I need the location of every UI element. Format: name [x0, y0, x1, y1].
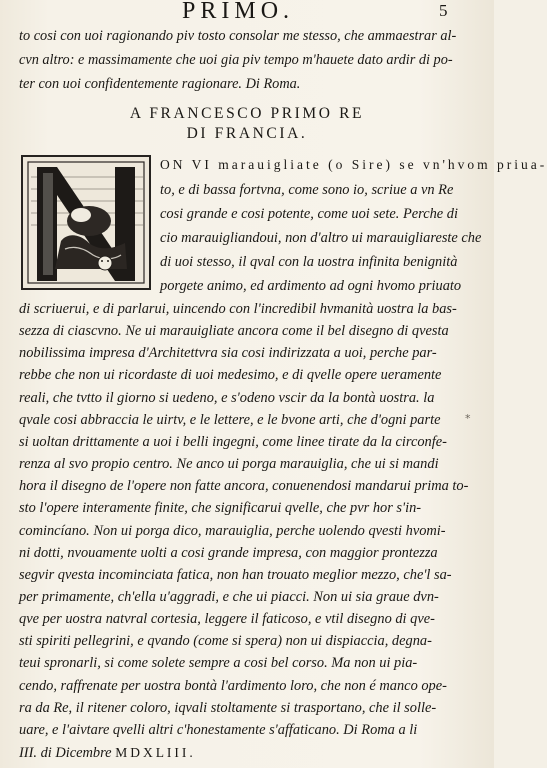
body-line-12: ni dotti, nvouamente uolti a cosi grande impresa, con maggior prontezza	[19, 544, 438, 561]
body-line-10: sto l'opere interamente finite, che significarui qvelle, che pvr hor s'in-	[19, 500, 422, 517]
letter-heading-line-2: DI FRANCIA.	[186, 125, 308, 142]
inset-line-1	[160, 156, 547, 174]
body-line-20: uare, e l'aivtare qvelli altri c'honestamente s'affaticano. Di Roma a li	[19, 721, 418, 738]
body-line-6: qvale cosi abbraccia le uirtv, e le lettere, e le bvone arti, che d'ogni parte	[19, 411, 441, 428]
letter-heading-line-1: A FRANCESCO PRIMO RE	[129, 105, 365, 122]
running-title: PRIMO.	[182, 0, 295, 24]
body-line-15: qve per uostra natvral cortesia, leggere il faticoso, e vtil disegno di qve-	[19, 611, 435, 628]
body-line-9: hora il disegno de l'opere non fatte ancora, conuenendosi mandarui prima to-	[19, 478, 469, 495]
body-line-4: rebbe che non ui ricordaste di uoi medesimo, e di qvelle opere ueramente	[19, 367, 442, 384]
inset-line-2: to, e di bassa fortvna, come sono io, scriue a vn Re	[160, 182, 454, 198]
page-number: 5	[439, 1, 448, 20]
body-line-5: reali, che tvtto il giorno si uedeno, e s'odeno vscir da la bontà uostra. la	[19, 389, 435, 406]
body-line-3: nobilissima impresa d'Architettvra sia cosi indirizzata a uoi, perche par-	[19, 345, 437, 362]
inset-line-3: cosi grande e cosi potente, come uoi sete. Perche di	[160, 206, 458, 222]
inset-line-6: porgete animo, ed ardimento ad ogni hvomo priuato	[160, 278, 462, 294]
closing-line	[19, 744, 196, 762]
closing-year: MDXLIII.	[115, 745, 196, 760]
page-edge-mark: *	[465, 412, 471, 425]
intro-line-1: to cosi con uoi ragionando piv tosto consolar me stesso, che ammaestrar al-	[19, 28, 457, 44]
body-line-2: sezza di ciascvno. Ne ui marauigliate ancora come il bel disegno di qvesta	[19, 323, 449, 340]
body-line-11: comincíano. Non ui porga dico, marauiglia, perche uolendo qvesti hvomi-	[19, 522, 446, 539]
inset-line-5: di uoi stesso, il qval con la uostra infinita benignità	[160, 254, 458, 270]
body-line-14: per primamente, ch'ella u'aggradi, e che ui piacci. Non ui sia graue dvn-	[19, 588, 439, 605]
body-line-7: si uoltan drittamente a uoi i belli ingegni, come linee tirate da la circonfe-	[19, 433, 447, 450]
initial-smallcaps-run: ON VI marauigliate (o Sire) se vn'hvom priua-	[160, 157, 547, 172]
closing-date: III. di Dicembre	[19, 745, 112, 761]
body-line-1: di scriuerui, e di parlarui, uincendo con l'incredibil hvmanità uostra la bas-	[19, 301, 457, 317]
body-line-18: cendo, raffrenate per uostra bontà l'ardimento loro, che non é manco ope-	[19, 677, 447, 694]
body-line-13: segvir qvesta incominciata fatica, non han trouato meglior mezzo, che'l sa-	[19, 566, 452, 583]
woodcut-initial-n-icon	[21, 155, 151, 290]
body-line-16: sti spiriti pellegrini, e qvando (come si spera) non ui dispiaccia, degna-	[19, 633, 432, 650]
intro-line-2: cvn altro: e massimamente che uoi gia piv tempo m'hauete dato ardir di po-	[19, 52, 453, 68]
inset-line-4: cio marauigliandoui, non d'altro ui marauigliareste che	[160, 230, 482, 246]
body-line-8: renza al svo propio centro. Ne anco ui porga marauiglia, che ui si mandi	[19, 456, 439, 473]
running-head	[0, 0, 494, 26]
body-line-17: teui spronarli, si come solete sempre a cosi bel corso. Ma non ui pia-	[19, 655, 418, 672]
body-line-19: ra da Re, il ritener coloro, iqvali stoltamente si trasportano, che il solle-	[19, 699, 437, 716]
intro-line-3: ter con uoi confidentemente ragionare. Di Roma.	[19, 76, 301, 92]
